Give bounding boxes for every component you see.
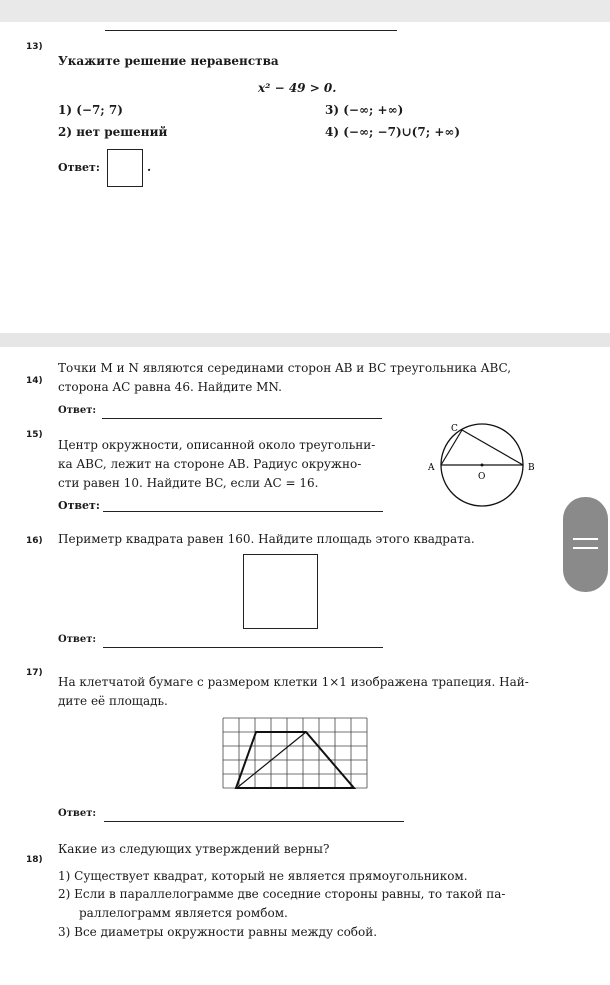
question-16-text: Периметр квадрата равен 160. Найдите площадь этого квадрата. bbox=[58, 532, 475, 546]
q13-answer-box[interactable] bbox=[107, 149, 143, 187]
label-a: A bbox=[428, 463, 435, 473]
question-13-number: 13) bbox=[26, 42, 43, 52]
question-15-line1: Центр окружности, описанной около треугольни- bbox=[58, 438, 376, 452]
question-16-number: 16) bbox=[26, 536, 43, 546]
q18-statement-3[interactable]: 3) Все диаметры окружности равны между собой. bbox=[58, 925, 378, 939]
q16-answer-line[interactable] bbox=[103, 647, 383, 648]
page-separator bbox=[0, 333, 610, 347]
question-13-text: Укажите решение неравенства bbox=[58, 54, 279, 68]
prev-answer-line bbox=[105, 30, 397, 31]
label-c: C bbox=[451, 424, 458, 434]
handle-line-bottom bbox=[573, 547, 598, 549]
q17-grid-trapezoid bbox=[218, 714, 378, 794]
question-14-line1: Точки M и N являются серединами сторон AB и BC треугольника ABC, bbox=[58, 361, 512, 375]
q14-answer-label: Ответ: bbox=[58, 405, 97, 416]
q15-answer-label: Ответ: bbox=[58, 499, 100, 512]
top-toolbar-strip bbox=[0, 0, 610, 22]
q13-answer-dot: . bbox=[147, 160, 152, 174]
q18-statement-2a[interactable]: 2) Если в параллелограмме две соседние стороны равны, то такой па- bbox=[58, 887, 506, 901]
q13-option-3[interactable]: 3) (−∞; +∞) bbox=[325, 103, 404, 117]
question-17-line1: На клетчатой бумаге с размером клетки 1×1 изображена трапеция. Най- bbox=[58, 675, 529, 689]
q13-option-1[interactable]: 1) (−7; 7) bbox=[58, 103, 123, 117]
q16-square bbox=[243, 554, 318, 629]
q13-answer-label: Ответ: bbox=[58, 161, 100, 174]
question-18-number: 18) bbox=[26, 855, 43, 865]
q14-answer-line[interactable] bbox=[102, 418, 382, 419]
q18-statement-1[interactable]: 1) Существует квадрат, который не является прямоугольником. bbox=[58, 869, 468, 883]
question-17-number: 17) bbox=[26, 668, 43, 678]
q13-option-4[interactable]: 4) (−∞; −7)∪(7; +∞) bbox=[325, 125, 461, 139]
question-13-inequality: x² − 49 > 0. bbox=[258, 81, 337, 95]
q17-answer-line[interactable] bbox=[104, 821, 404, 822]
question-15-number: 15) bbox=[26, 430, 43, 440]
question-15-line3: сти равен 10. Найдите BC, если AC = 16. bbox=[58, 476, 319, 490]
label-b: B bbox=[528, 463, 535, 473]
q16-answer-label: Ответ: bbox=[58, 634, 97, 645]
question-15-line2: ка ABC, лежит на стороне AB. Радиус окружно- bbox=[58, 457, 362, 471]
question-18-text: Какие из следующих утверждений верны? bbox=[58, 842, 330, 856]
question-17-line2: дите её площадь. bbox=[58, 694, 168, 708]
q17-answer-label: Ответ: bbox=[58, 808, 97, 819]
handle-line-top bbox=[573, 538, 598, 540]
q15-circle-figure bbox=[420, 418, 550, 518]
question-14-number: 14) bbox=[26, 376, 43, 386]
q15-answer-line[interactable] bbox=[103, 511, 383, 512]
label-o: O bbox=[478, 472, 486, 482]
scroll-handle[interactable] bbox=[563, 497, 608, 592]
question-14-line2: сторона AC равна 46. Найдите MN. bbox=[58, 380, 282, 394]
q18-statement-2b: раллелограмм является ромбом. bbox=[79, 906, 288, 920]
q13-option-2[interactable]: 2) нет решений bbox=[58, 125, 168, 139]
